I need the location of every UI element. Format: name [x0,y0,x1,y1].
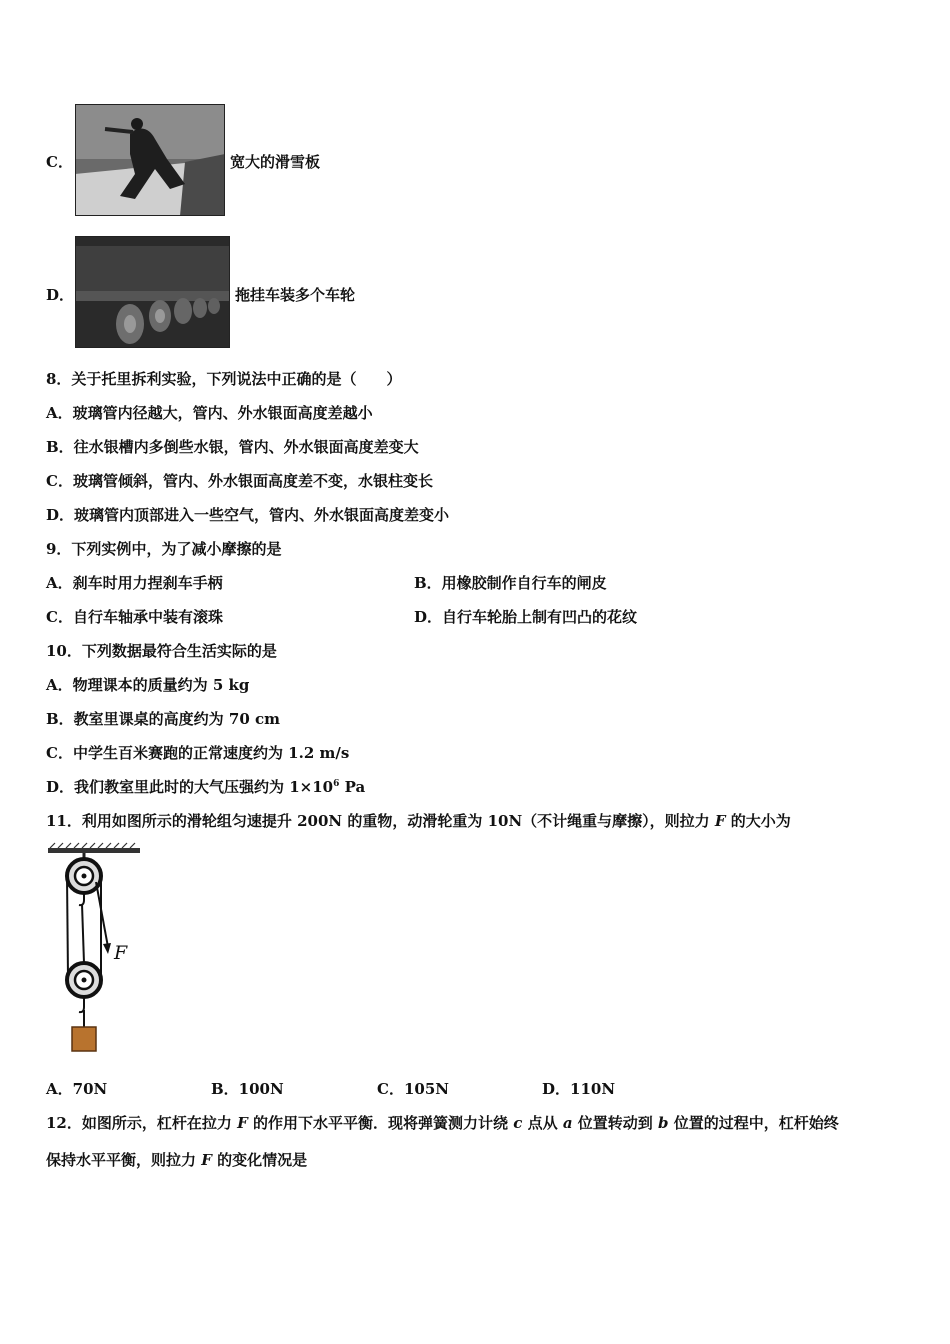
force-label: F [114,942,128,964]
q10-option-b: B．教室里课桌的高度约为 70 cm [46,710,281,728]
option-d-letter: D． [46,286,75,304]
q10-stem: 10．下列数据最符合生活实际的是 [46,642,277,660]
q10-option-c: C．中学生百米赛跑的正常速度约为 1.2 m/s [46,744,350,762]
q12-stem-line2: 保持水平平衡，则拉力 F 的变化情况是 [46,1151,308,1169]
ski-photo [75,104,225,216]
q11-option-a: A．70N [46,1080,108,1098]
q9-option-a: A．刹车时用力捏刹车手柄 [46,574,223,592]
q8-option-c: C．玻璃管倾斜，管内、外水银面高度差不变，水银柱变长 [46,472,433,490]
q9-option-c: C．自行车轴承中装有滚珠 [46,608,223,626]
q8-option-d: D．玻璃管内顶部进入一些空气，管内、外水银面高度差变小 [46,506,450,524]
q9-option-d: D．自行车轮胎上制有凹凸的花纹 [414,608,638,626]
trailer-photo [75,236,230,348]
q11-option-c: C．105N [377,1080,449,1098]
option-c-caption: 宽大的滑雪板 [230,153,321,171]
q9-stem: 9．下列实例中，为了减小摩擦的是 [46,540,282,558]
option-d-caption: 拖挂车装多个车轮 [235,286,356,304]
q8-stem: 8．关于托里拆利实验，下列说法中正确的是（ ） [46,370,402,388]
q10-option-d: D．我们教室里此时的大气压强约为 $1\times 10^6$ Pa [46,778,366,796]
q8-option-a: A．玻璃管内径越大，管内、外水银面高度差越小 [46,404,373,422]
q11-stem: 11．利用如图所示的滑轮组匀速提升 200N 的重物，动滑轮重为 10N（不计绳重与摩擦），则拉力 F 的大小为 [46,812,791,830]
pulley-figure [46,842,146,1057]
q9-option-b: B．用橡胶制作自行车的闸皮 [414,574,607,592]
q11-option-d: D．110N [542,1080,616,1098]
q11-option-b: B．100N [211,1080,284,1098]
q8-option-b: B．往水银槽内多倒些水银，管内、外水银面高度差变大 [46,438,419,456]
q12-stem-line1: 12．如图所示，杠杆在拉力 F 的作用下水平平衡．现将弹簧测力计绕 c 点从 a 位置转动到 b 位置的过程中，杠杆始终 [46,1114,839,1132]
q10-option-a: A．物理课本的质量约为 5 kg [46,676,250,694]
option-c-letter: C． [46,153,73,171]
